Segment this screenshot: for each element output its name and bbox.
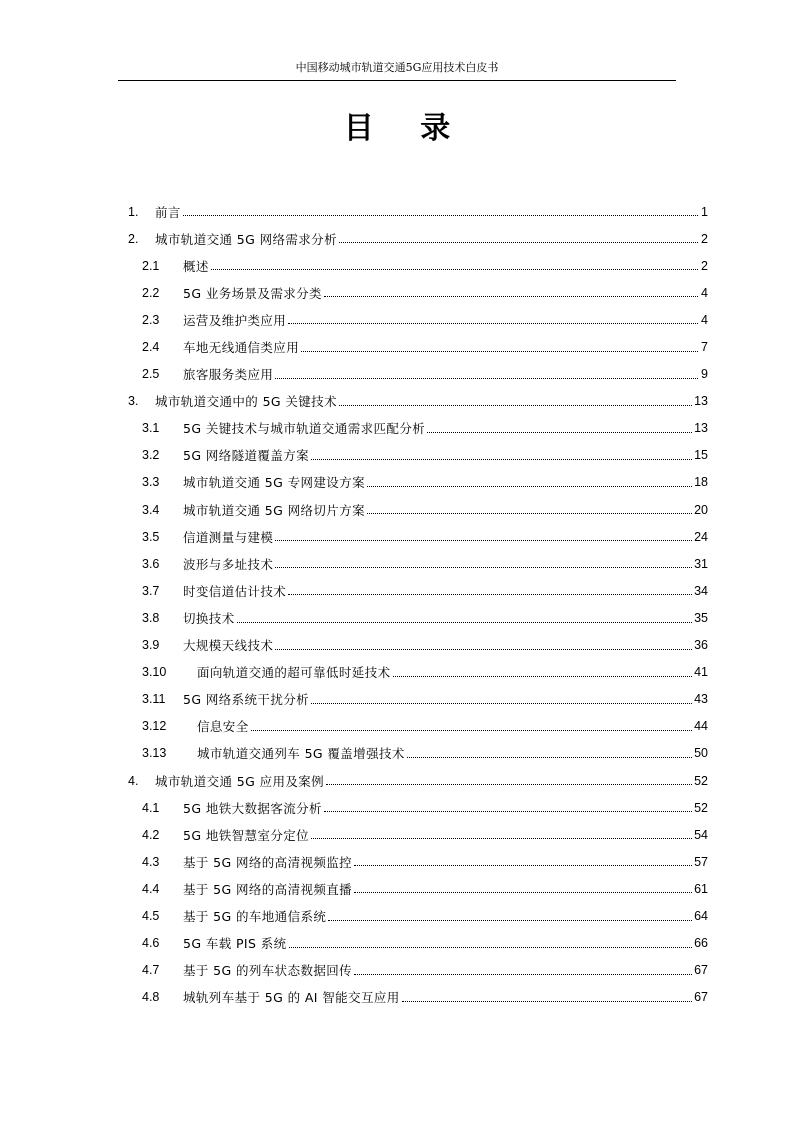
toc-entry-title[interactable]: 5G 关键技术与城市轨道交通需求匹配分析 [183, 421, 426, 437]
toc-entry-title[interactable]: 概述 [183, 258, 209, 274]
dot-leader [427, 432, 692, 433]
toc-entry-title[interactable]: 5G 地铁大数据客流分析 [183, 800, 322, 816]
toc-entry-title[interactable]: 基于 5G 网络的高清视频监控 [183, 854, 353, 870]
toc-entry[interactable] [128, 848, 708, 875]
toc-entry[interactable] [128, 496, 708, 523]
toc-entry[interactable] [128, 740, 708, 767]
dot-leader [339, 405, 692, 406]
toc-entry[interactable] [128, 333, 708, 360]
toc-entry-page-number[interactable]: 43 [694, 692, 708, 707]
toc-entry[interactable] [128, 686, 708, 713]
dot-leader [324, 811, 692, 812]
dot-leader [275, 540, 692, 541]
toc-entry-number: 2.4 [142, 340, 160, 355]
toc-entry-title[interactable]: 城市轨道交通 5G 专网建设方案 [183, 475, 365, 491]
toc-entry[interactable] [128, 984, 708, 1011]
toc-entry-page-number[interactable]: 50 [694, 746, 708, 761]
toc-entry-title[interactable]: 城市轨道交通 5G 网络需求分析 [155, 231, 337, 247]
dot-leader [354, 974, 692, 975]
toc-entry-title[interactable]: 城市轨道交通 5G 网络切片方案 [183, 502, 365, 518]
toc-entry[interactable] [128, 930, 708, 957]
dot-leader [328, 920, 692, 921]
toc-entry[interactable] [128, 550, 708, 577]
toc-entry[interactable] [128, 767, 708, 794]
dot-leader [301, 351, 698, 352]
toc-entry-number: 3. [128, 394, 139, 409]
toc-entry-number: 2.2 [142, 285, 160, 300]
toc-entry-number: 3.4 [142, 502, 160, 517]
toc-entry-page-number[interactable]: 34 [694, 583, 708, 598]
toc-entry-number: 3.10 [142, 665, 167, 680]
toc-entry[interactable] [128, 306, 708, 333]
toc-entry-title[interactable]: 基于 5G 的车地通信系统 [183, 908, 327, 924]
dot-leader [354, 865, 692, 866]
toc-entry-title[interactable]: 5G 业务场景及需求分类 [183, 285, 322, 301]
dot-leader [275, 649, 692, 650]
page-title: 目 录 [343, 111, 469, 146]
toc-entry-title[interactable]: 信息安全 [197, 719, 249, 735]
toc-entry-number: 2.5 [142, 367, 160, 382]
toc-entry[interactable] [128, 469, 708, 496]
toc-entry-number: 3.9 [142, 638, 160, 653]
toc-entry-title[interactable]: 5G 网络系统干扰分析 [183, 692, 310, 708]
toc-entry-page-number[interactable]: 54 [694, 827, 708, 842]
dot-leader [237, 622, 692, 623]
toc-entry-number: 4.2 [142, 827, 160, 842]
dot-leader [407, 757, 692, 758]
toc-entry[interactable] [128, 252, 708, 279]
toc-entry-title[interactable]: 5G 地铁智慧室分定位 [183, 827, 310, 843]
toc-entry-number: 3.1 [142, 421, 160, 436]
toc-entry-page-number[interactable]: 20 [694, 502, 708, 517]
toc-entry-number: 4.4 [142, 881, 160, 896]
toc-entry-number: 4.1 [142, 800, 160, 815]
table-of-contents [128, 198, 708, 1011]
toc-entry-title[interactable]: 基于 5G 的列车状态数据回传 [183, 963, 353, 979]
toc-entry-title[interactable]: 城市轨道交通中的 5G 关键技术 [155, 394, 337, 410]
toc-entry-page-number[interactable]: 52 [694, 800, 708, 815]
toc-entry-page-number[interactable]: 2 [701, 231, 708, 246]
toc-entry-page-number[interactable]: 67 [694, 963, 708, 978]
toc-entry-page-number[interactable]: 57 [694, 854, 708, 869]
dot-leader [311, 838, 692, 839]
toc-entry-title[interactable]: 信道测量与建模 [183, 529, 274, 545]
toc-entry-page-number[interactable]: 66 [694, 936, 708, 951]
toc-entry-title[interactable]: 波形与多址技术 [183, 556, 274, 572]
dot-leader [288, 323, 698, 324]
dot-leader [393, 676, 693, 677]
toc-entry-page-number[interactable]: 36 [694, 638, 708, 653]
toc-entry-title[interactable]: 城市轨道交通列车 5G 覆盖增强技术 [197, 746, 405, 762]
toc-entry-page-number[interactable]: 61 [694, 881, 708, 896]
toc-entry[interactable] [128, 604, 708, 631]
toc-entry-page-number[interactable]: 15 [694, 448, 708, 463]
toc-entry-page-number[interactable]: 35 [694, 610, 708, 625]
toc-entry-title[interactable]: 大规模天线技术 [183, 638, 274, 654]
toc-entry-number: 3.8 [142, 610, 160, 625]
toc-entry-number: 3.2 [142, 448, 160, 463]
dot-leader [402, 1001, 692, 1002]
toc-entry-title[interactable]: 面向轨道交通的超可靠低时延技术 [197, 665, 391, 681]
toc-entry-page-number[interactable]: 52 [694, 773, 708, 788]
toc-entry-page-number[interactable]: 67 [694, 990, 708, 1005]
toc-entry[interactable] [128, 713, 708, 740]
dot-leader [311, 703, 692, 704]
toc-entry-number: 3.13 [142, 746, 167, 761]
toc-entry-number: 2.3 [142, 312, 160, 327]
dot-leader [367, 513, 692, 514]
dot-leader [275, 378, 698, 379]
toc-entry-number: 4.3 [142, 854, 160, 869]
toc-entry-page-number[interactable]: 2 [701, 258, 708, 273]
dot-leader [354, 892, 692, 893]
dot-leader [289, 947, 693, 948]
toc-entry-number: 4. [128, 773, 139, 788]
toc-entry[interactable] [128, 225, 708, 252]
toc-entry-title[interactable]: 运营及维护类应用 [183, 312, 287, 328]
toc-entry-page-number[interactable]: 7 [701, 340, 708, 355]
toc-entry-page-number[interactable]: 24 [694, 529, 708, 544]
running-header: 中国移动城市轨道交通5G应用技术白皮书 [118, 58, 676, 81]
toc-entry[interactable] [128, 442, 708, 469]
toc-entry-number: 3.3 [142, 475, 160, 490]
toc-entry[interactable] [128, 902, 708, 929]
toc-entry-page-number[interactable]: 4 [701, 285, 708, 300]
dot-leader [275, 567, 692, 568]
toc-entry[interactable] [128, 794, 708, 821]
toc-entry-page-number[interactable]: 18 [694, 475, 708, 490]
dot-leader [324, 296, 698, 297]
dot-leader [183, 215, 698, 216]
toc-entry-page-number[interactable]: 64 [694, 908, 708, 923]
dot-leader [251, 730, 692, 731]
toc-entry-title[interactable]: 5G 车载 PIS 系统 [183, 936, 287, 952]
toc-entry-number: 3.5 [142, 529, 160, 544]
toc-entry-number: 3.12 [142, 719, 167, 734]
toc-entry-title[interactable]: 城轨列车基于 5G 的 AI 智能交互应用 [183, 990, 400, 1006]
toc-entry-title[interactable]: 前言 [155, 204, 181, 220]
toc-entry-number: 4.7 [142, 963, 160, 978]
toc-entry-title[interactable]: 城市轨道交通 5G 应用及案例 [155, 773, 325, 789]
toc-entry-page-number[interactable]: 1 [701, 204, 708, 219]
toc-entry[interactable] [128, 361, 708, 388]
toc-entry-number: 1. [128, 204, 139, 219]
dot-leader [326, 784, 692, 785]
toc-entry-title[interactable]: 切换技术 [183, 610, 235, 626]
toc-entry-page-number[interactable]: 13 [694, 421, 708, 436]
toc-entry-number: 4.8 [142, 990, 160, 1005]
toc-entry-title[interactable]: 基于 5G 网络的高清视频直播 [183, 881, 353, 897]
dot-leader [339, 242, 698, 243]
dot-leader [211, 269, 698, 270]
toc-entry[interactable] [128, 415, 708, 442]
toc-entry[interactable] [128, 659, 708, 686]
toc-entry[interactable] [128, 957, 708, 984]
toc-entry[interactable] [128, 632, 708, 659]
toc-entry[interactable] [128, 577, 708, 604]
toc-entry-page-number[interactable]: 44 [694, 719, 708, 734]
toc-entry-title[interactable]: 车地无线通信类应用 [183, 340, 300, 356]
toc-entry-number: 3.7 [142, 583, 160, 598]
toc-entry[interactable] [128, 523, 708, 550]
toc-entry[interactable] [128, 198, 708, 225]
toc-entry[interactable] [128, 279, 708, 306]
dot-leader [367, 486, 692, 487]
toc-entry[interactable] [128, 388, 708, 415]
toc-entry-page-number[interactable]: 41 [694, 665, 708, 680]
toc-entry-number: 2. [128, 231, 139, 246]
toc-entry-page-number[interactable]: 4 [701, 312, 708, 327]
toc-entry-title[interactable]: 旅客服务类应用 [183, 367, 274, 383]
toc-entry-title[interactable]: 5G 网络隧道覆盖方案 [183, 448, 310, 464]
dot-leader [288, 594, 692, 595]
toc-entry[interactable] [128, 875, 708, 902]
dot-leader [311, 459, 692, 460]
toc-entry-number: 3.11 [142, 692, 166, 707]
toc-entry-number: 4.6 [142, 936, 160, 951]
toc-entry-page-number[interactable]: 31 [694, 556, 708, 571]
toc-entry-page-number[interactable]: 13 [694, 394, 708, 409]
toc-entry-number: 3.6 [142, 556, 160, 571]
toc-entry-number: 4.5 [142, 908, 160, 923]
toc-entry-page-number[interactable]: 9 [701, 367, 708, 382]
toc-entry-title[interactable]: 时变信道估计技术 [183, 583, 287, 599]
toc-entry-number: 2.1 [142, 258, 160, 273]
toc-entry[interactable] [128, 821, 708, 848]
